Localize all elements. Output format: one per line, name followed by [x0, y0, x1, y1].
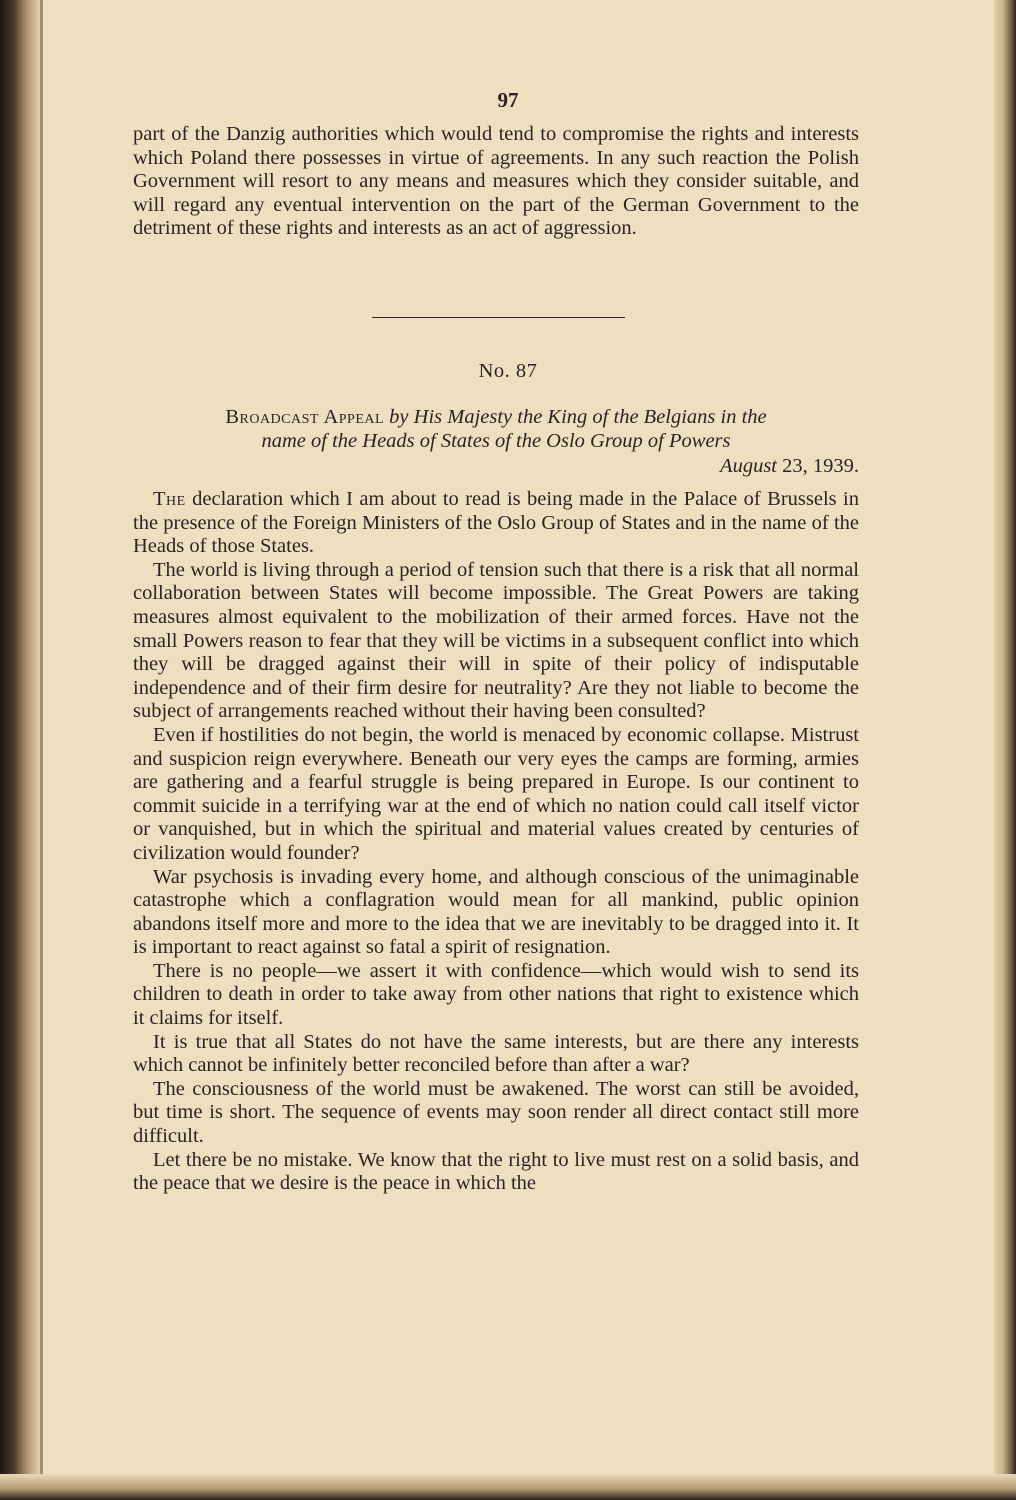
body-paragraph: The world is living through a period of tension such that there is a risk that all normal collaboration between States will become impossible. The Great Powers are taking measures almost equivalent to the mobilization of their armed forces. Have not the small Powers reason to fear that they will be victims in a subsequent conflict into which they will be dragged against their will in spite of their policy of indisputable independence and of their firm desire for neutrality? Are they not liable to become the subject of arrangements reached without their having been consulted? — [133, 558, 859, 723]
heading-subtitle-2: name of the Heads of States of the Oslo Group of Powers — [261, 430, 731, 452]
continuation-text: part of the Danzig authorities which would tend to compromise the rights and interests which Poland there possesses in virtue of agreements. In any such reaction the Polish Government will resort to any means and measures which they consider suitable, and will regard any eventual intervention on the part of the German Government to the detriment of these rights and interests as an act of aggression. — [133, 123, 859, 240]
page-right-edge — [994, 0, 1016, 1500]
document-heading — [133, 405, 859, 453]
document-body — [133, 488, 859, 1196]
body-paragraph: It is true that all States do not have the same interests, but are there any interests which cannot be infinitely better reconciled before than after a war? — [133, 1030, 859, 1077]
page-number: 97 — [497, 88, 519, 112]
body-paragraph: There is no people—we assert it with confidence—which would wish to send its children to death in order to take away from other nations that right to existence which it claims for itself. — [133, 959, 859, 1030]
body-paragraph: War psychosis is invading every home, and although conscious of the unimaginable catastrophe which a conflagration would mean for all mankind, public opinion abandons itself more and more to the idea that we are inevitably to be dragged into it. It is important to react against so fatal a spirit of resignation. — [133, 865, 859, 959]
binding-edge — [40, 0, 43, 1500]
continuation-paragraph — [133, 123, 859, 241]
body-paragraph: Even if hostilities do not begin, the world is menaced by economic collapse. Mistrust and suspicion reign everywhere. Beneath our very eyes the camps are forming, armies are gathering and a fearful struggle is being prepared in Europe. Is our continent to commit suicide in a terrifying war at the end of which no nation could call itself victor or vanquished, but in which the spiritual and material values created by centuries of civilization would founder? — [133, 723, 859, 864]
page-bottom-edge — [0, 1474, 1016, 1500]
document-number: No. 87 — [478, 360, 538, 382]
date-month: August — [720, 455, 777, 477]
first-word: The — [153, 488, 186, 510]
body-paragraph — [133, 488, 859, 559]
document-date — [133, 455, 859, 478]
paragraph-text: declaration which I am about to read is being made in the Palace of Brussels in the presence of the Foreign Ministers of the Oslo Group of States and in the name of the Heads of those States. — [133, 488, 859, 558]
book-binding — [0, 0, 40, 1500]
section-divider — [372, 317, 625, 318]
heading-title: Broadcast Appeal — [225, 406, 385, 428]
date-day-year: 23, 1939. — [782, 455, 859, 477]
heading-subtitle-1: by His Majesty the King of the Belgians in the — [389, 406, 767, 428]
body-paragraph: The consciousness of the world must be awakened. The worst can still be avoided, but time is short. The sequence of events may soon render all direct contact still more difficult. — [133, 1077, 859, 1148]
body-paragraph: Let there be no mistake. We know that the right to live must rest on a solid basis, and the peace that we desire is the peace in which the — [133, 1148, 859, 1195]
